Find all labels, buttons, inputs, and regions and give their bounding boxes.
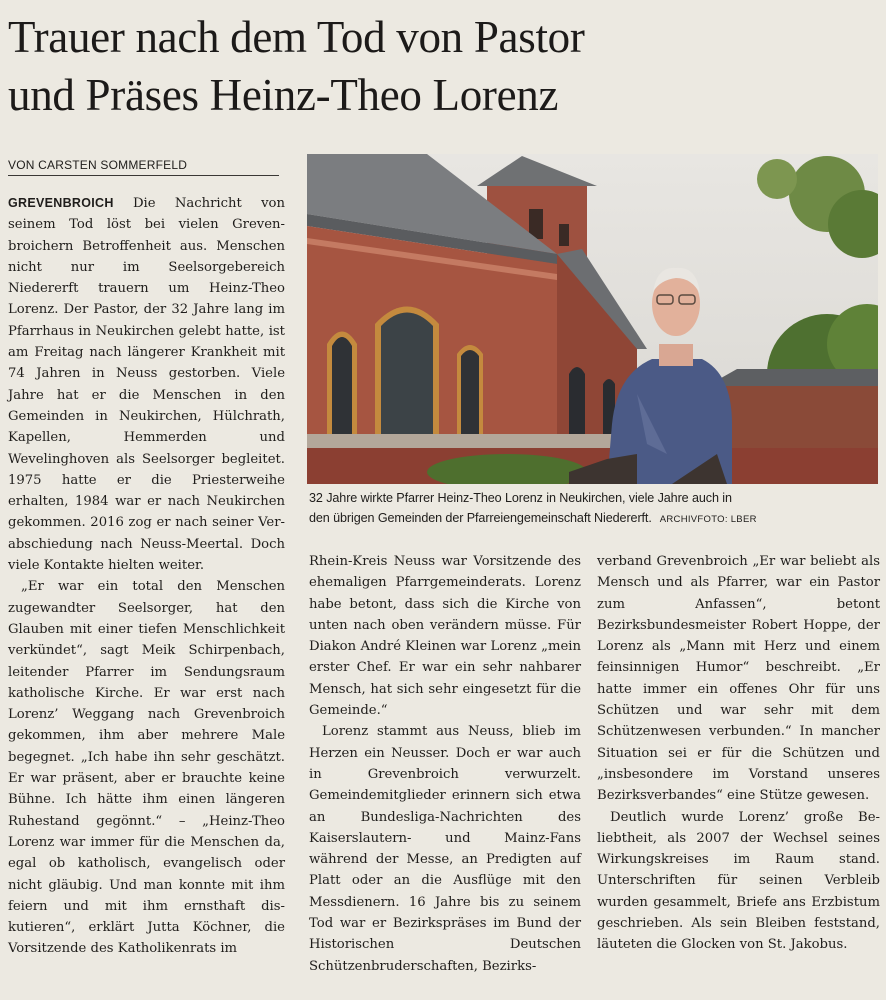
headline-line-1: Trauer nach dem Tod von Pastor (8, 12, 585, 62)
dateline: GREVENBROICH (8, 196, 114, 210)
paragraph-3: Rhein-Kreis Neuss war Vorsitzende des ehemaligen Pfarrgemeinderats. Lorenz habe betont, dass sich die Kirche von unten nach oben verändern müsse. Für Diakon André Kleinen war Lorenz „mein erster Chef. Er war ein sehr nahbarer Mensch, hat sich sehr eingesetzt für die Gemeinde.“ (309, 554, 581, 719)
paragraph-1 (8, 193, 285, 576)
headline (8, 8, 878, 124)
caption-line-2-text: den übrigen Gemeinden der Pfarreiengemeinschaft Niedererft. (309, 511, 652, 525)
caption-line-1: 32 Jahre wirkte Pfarrer Heinz-Theo Lorenz in Neukirchen, viele Jahre auch in (309, 491, 732, 505)
article-column-1 (8, 193, 285, 960)
paragraph-6: Deutlich wurde Lorenz’ große Beliebtheit, als 2007 der Wechsel seines Wirkungskreises im Raum stand. Unterschriften für seinen Verbleib wurden gesammelt, Briefe ans Erzbistum geschrieben. Als sein Bleiben feststand, läuteten die Glocken von St. Jakobus. (597, 809, 880, 953)
caption-line-2 (309, 508, 880, 530)
headline-line-2: und Präses Heinz-Theo Lorenz (8, 70, 559, 120)
byline: VON CARSTEN SOMMERFELD (8, 158, 279, 176)
photo-credit: ARCHIVFOTO: LBER (659, 514, 757, 525)
church-photo (307, 154, 878, 484)
paragraph-1-text: Die Nachricht von seinem Tod löst bei vielen Grevenbroichern Betroffenheit aus. Menschen nicht nur im Seelsorgebereich Niedererft trauern um Heinz-Theo Lorenz. Der Pastor, der 32 Jahre lang im Pfarrhaus in Neukirchen gelebt hatte, ist am Freitag nach längerer Krankheit mit 74 Jahren in Neuss gestorben. Viele Jahre hat er die Menschen in den Gemeinden in Neukirchen, Hülchrath, Kapellen, Hemmerden und Wevelinghoven als Seelsorger begleitet. 1975 hatte er die Priesterweihe erhalten, 1984 war er nach Neukirchen gekommen. 2016 zog er nach seiner Verabschiedung nach Neuss-Meertal. Doch viele Kontakte hielten weiter. (8, 196, 285, 574)
photo-illustration (307, 154, 878, 484)
photo-caption (309, 488, 880, 530)
article-column-3 (597, 551, 880, 956)
paragraph-2: „Er war ein total den Menschen zugewandter Seelsorger, hat den Glauben mit einer tiefen Menschlichkeit verkündet“, sagt Meik Schirpenbach, leitender Pfarrer im Sendungsraum katholische Kirche. Er war erst nach Lorenz’ Weggang nach Grevenbroich gekommen, ihm aber mehrere Male begegnet. „Ich habe ihn sehr geschätzt. Er war präsent, aber er brauchte keine Bühne. Ich hätte ihm einen längeren Ruhestand gegönnt.“ – „Heinz-Theo Lorenz war immer für die Menschen da, egal ob katholisch, evangelisch oder nicht gläubig. Und man konnte mit ihm feiern und mit ihm ernsthaft diskutieren“, erklärt Jutta Köchner, die Vorsitzende des Katholikenrats im (8, 579, 285, 957)
paragraph-4: Lorenz stammt aus Neuss, blieb im Herzen ein Neusser. Doch er war auch in Grevenbroich verwurzelt. Gemeindemitglieder erinnern sich etwa an Bundesliga-Nachrichten des Kaiserslautern- und Mainz-Fans während der Messe, an Predigten auf Platt oder an die Ausflüge mit den Messdienern. 16 Jahre bis zu seinem Tod war er Bezirkspräses im Bund der Historischen Deutschen Schützenbruderschaften, Bezirks- (309, 724, 581, 974)
paragraph-5: verband Grevenbroich „Er war beliebt als Mensch und als Pfarrer, war ein Pastor zum Anfassen“, betont Bezirksbundesmeister Robert Hoppe, der Lorenz als „Mann mit Herz und einem feinsinnigen Humor“ beschreibt. „Er hatte immer ein offenes Ohr für uns Schützen und war sehr mit dem Schützenwesen verbunden.“ In mancher Situation sei er für die Schützen und „insbesondere im Vorstand unseres Bezirksverbandes“ eine Stütze gewesen. (597, 554, 880, 804)
article-column-2 (309, 551, 581, 977)
